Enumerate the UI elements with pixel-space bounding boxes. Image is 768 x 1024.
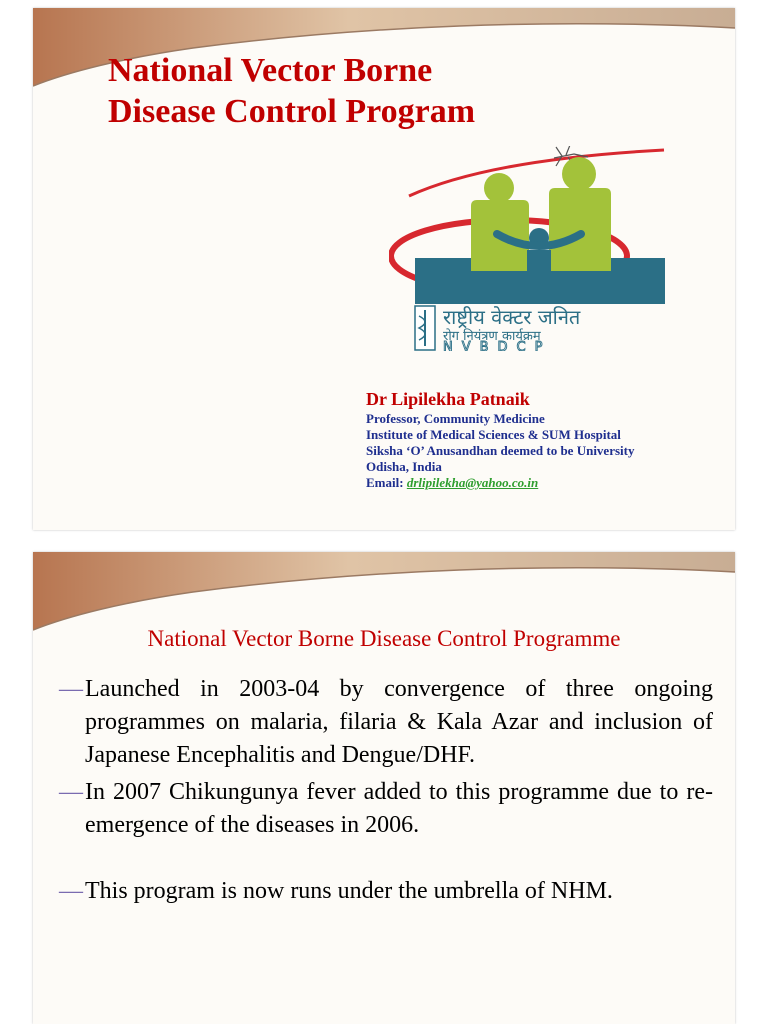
author-university: Siksha ‘O’ Anusandhan deemed to be University bbox=[366, 443, 635, 458]
bullet-text: This program is now runs under the umbrella of NHM. bbox=[85, 878, 613, 904]
content-slide bbox=[33, 552, 735, 1024]
bullet-text: In 2007 Chikungunya fever added to this programme due to re-emergence of the diseases in 2006. bbox=[85, 779, 713, 838]
title-slide bbox=[33, 8, 735, 530]
logo-hindi-line-1: राष्ट्रीय वेक्टर जनित bbox=[443, 305, 581, 329]
bullet-marker: — bbox=[59, 779, 83, 805]
bullet-item bbox=[53, 776, 713, 842]
bullet-list bbox=[53, 673, 713, 908]
content-slide-title: National Vector Borne Disease Control Programme bbox=[147, 626, 621, 651]
logo-hindi-line-2: रोग नियंत्रण कार्यक्रम bbox=[443, 329, 541, 344]
author-institute: Institute of Medical Sciences & SUM Hospital bbox=[366, 427, 621, 442]
author-block bbox=[366, 388, 634, 491]
caduceus-icon bbox=[415, 306, 435, 350]
title-line-2: Disease Control Program bbox=[108, 93, 476, 130]
author-title: Professor, Community Medicine bbox=[366, 411, 545, 426]
title-line-1: National Vector Borne bbox=[108, 52, 433, 89]
email-label: Email: bbox=[366, 475, 404, 490]
author-location: Odisha, India bbox=[366, 459, 442, 474]
slide-title bbox=[108, 50, 475, 132]
bullet-text: Launched in 2003-04 by convergence of three ongoing programmes on malaria, filaria & Kala Azar and inclusion of Japanese Encephalitis and Dengue/DHF. bbox=[85, 676, 713, 768]
logo-acronym: NVBDCP bbox=[443, 340, 552, 351]
bullet-marker: — bbox=[59, 676, 83, 702]
bullet-marker: — bbox=[59, 878, 83, 904]
author-email-row bbox=[366, 475, 634, 491]
logo-swoosh-top bbox=[409, 150, 664, 196]
bullet-item bbox=[53, 875, 713, 908]
email-link[interactable]: drlipilekha@yahoo.co.in bbox=[406, 475, 539, 490]
author-name: Dr Lipilekha Patnaik bbox=[366, 389, 530, 409]
bullet-item bbox=[53, 673, 713, 772]
nvbdcp-logo bbox=[389, 146, 679, 351]
